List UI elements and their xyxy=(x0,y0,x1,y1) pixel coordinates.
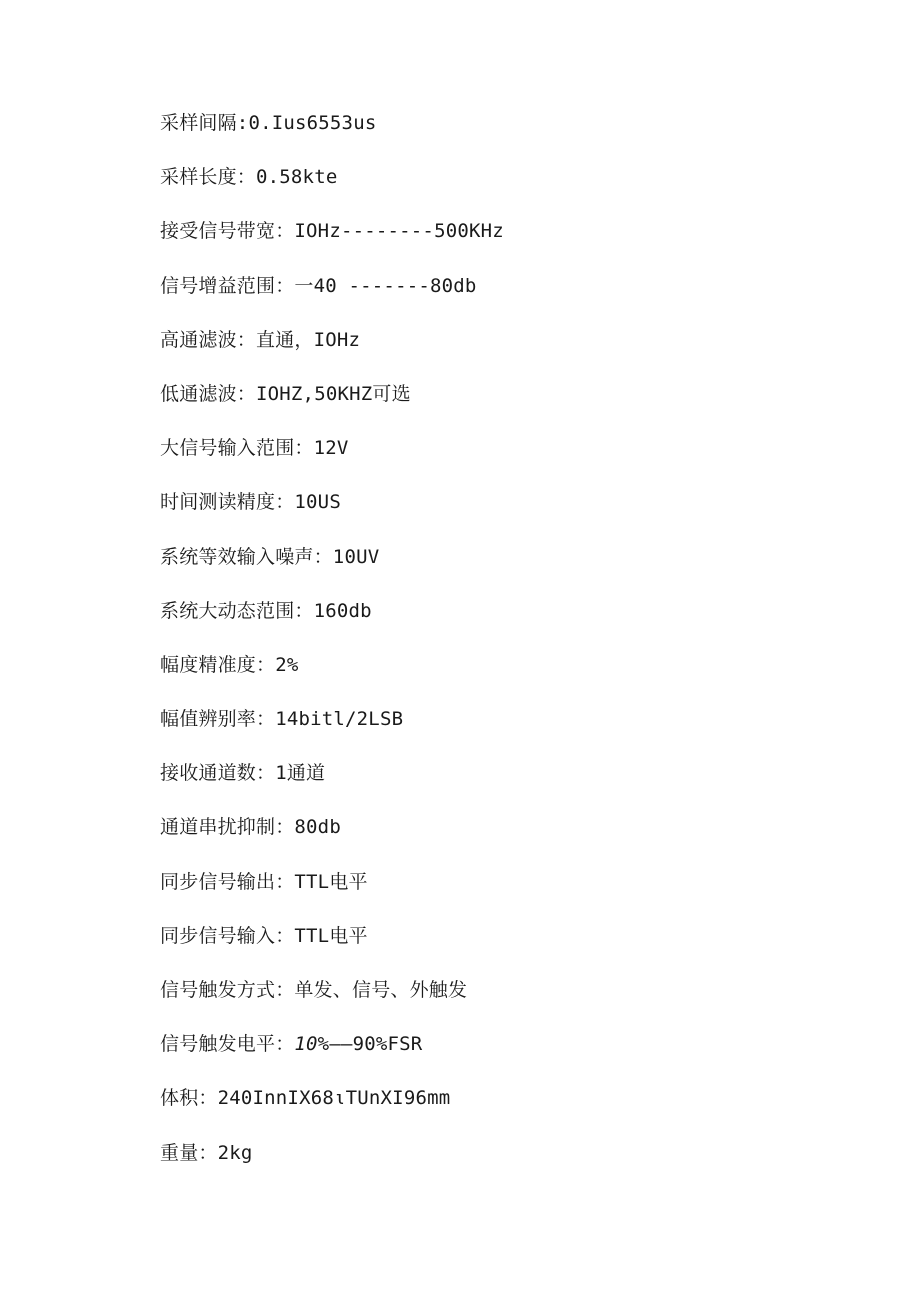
spec-input-noise: 系统等效输入噪声：10UV xyxy=(160,545,380,568)
spec-crosstalk: 通道串扰抑制：80db xyxy=(160,816,341,839)
spec-highpass-filter: 高通滤波：直通，IOHz xyxy=(160,328,361,351)
spec-gain-range: 信号增益范围：一40 -------80db xyxy=(160,274,477,297)
spec-trigger-level xyxy=(160,1029,504,1083)
spec-channel-count: 接收通道数：1通道 xyxy=(160,762,326,785)
spec-receive-bandwidth: 接受信号带宽：IOHz--------500KHz xyxy=(160,220,504,243)
trigger-level-low: 10% xyxy=(294,1033,330,1056)
spec-sampling-length: 采样长度：0.58kte xyxy=(160,166,338,189)
spec-time-accuracy: 时间测读精度：10US xyxy=(160,491,341,514)
spec-dynamic-range: 系统大动态范围：160db xyxy=(160,599,372,622)
spec-lowpass-filter: 低通滤波：IOHZ,50KHZ可选 xyxy=(160,382,411,405)
spec-trigger-mode: 信号触发方式：单发、信号、外触发 xyxy=(160,979,468,1001)
spec-amplitude-resolution: 幅值辨别率：14bitl/2LSB xyxy=(160,708,404,731)
spec-amplitude-accuracy: 幅度精准度：2% xyxy=(160,653,299,676)
spec-sampling-interval: 采样间隔:0.Ius6553us xyxy=(160,112,377,134)
spec-max-input-range: 大信号输入范围：12V xyxy=(160,437,349,460)
spec-list xyxy=(160,108,504,1192)
trigger-level-rest: ——90%FSR xyxy=(329,1033,423,1056)
trigger-level-label: 信号触发电平： xyxy=(160,1033,295,1056)
spec-sync-output: 同步信号输出：TTL电平 xyxy=(160,870,368,893)
spec-weight: 重量：2kg xyxy=(160,1141,253,1164)
spec-sync-input: 同步信号输入：TTL电平 xyxy=(160,924,368,947)
spec-volume: 体积：240InnIX68ιTUnXI96mm xyxy=(160,1087,451,1110)
